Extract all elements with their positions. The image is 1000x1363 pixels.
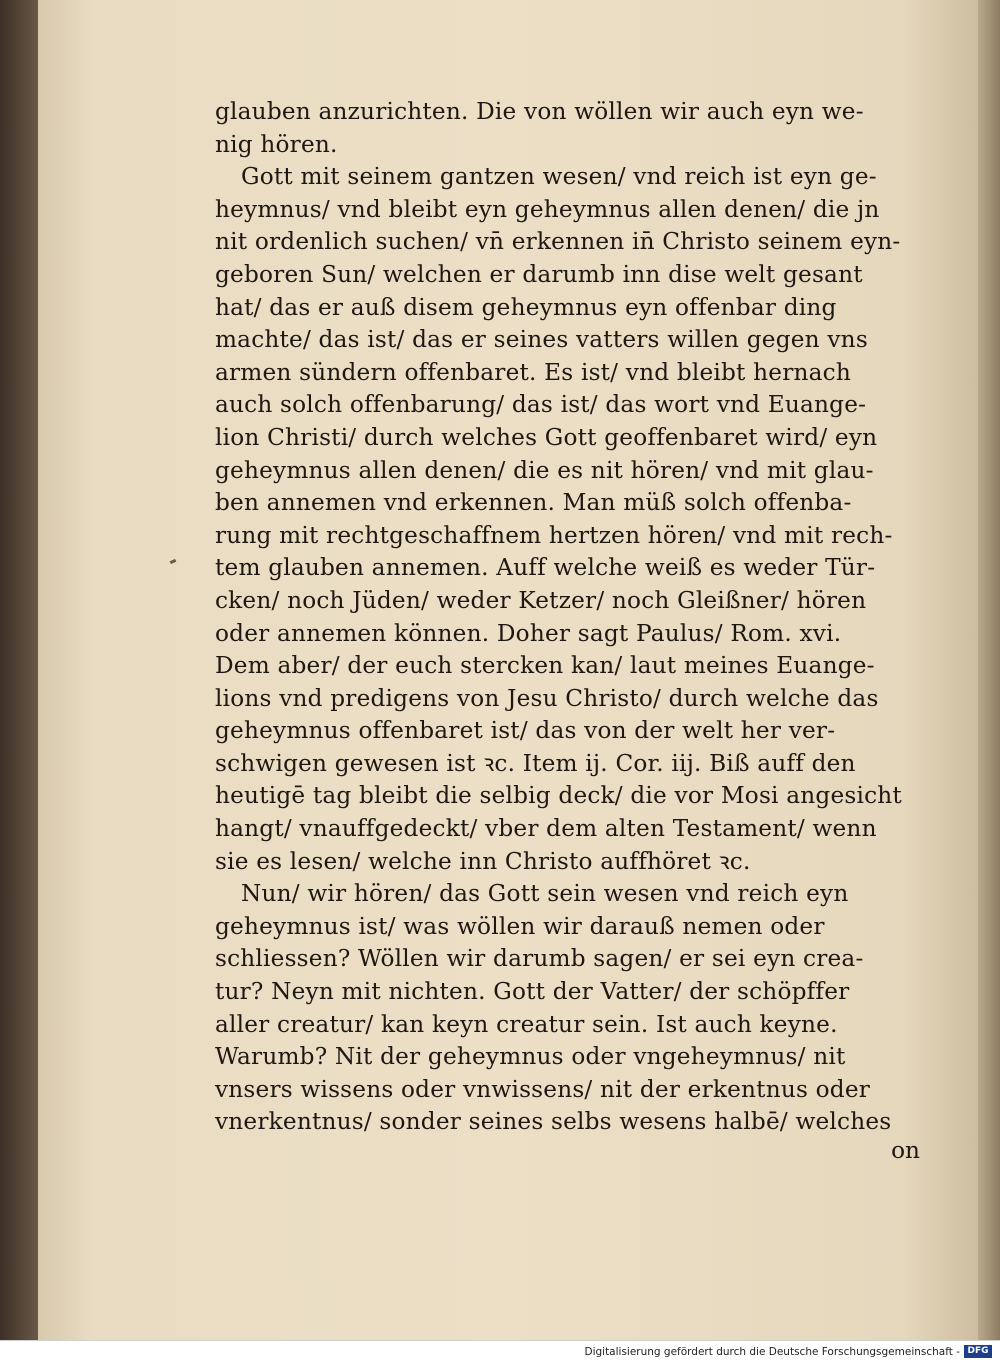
text-line: aller creatur/ kan keyn creatur sein. Ist auch keyne.: [215, 1010, 838, 1038]
text-line: heymnus/ vnd bleibt eyn geheymnus allen denen/ die jn: [215, 195, 880, 223]
text-line: ben annemen vnd erkennen. Man müß solch offenba-: [215, 489, 852, 517]
funding-credit: Digitalisierung gefördert durch die Deutsche Forschungsgemeinschaft -: [584, 1346, 960, 1358]
page-edge: [978, 0, 1000, 1340]
text-line: schliessen? Wöllen wir darumb sagen/ er sei eyn crea-: [215, 945, 864, 973]
text-line: Nun/ wir hören/ das Gott sein wesen vnd reich eyn: [241, 880, 849, 908]
text-line: oder annemen können. Doher sagt Paulus/ Rom. xvi.: [215, 619, 842, 647]
text-line: rung mit rechtgeschaffnem hertzen hören/ vnd mit rech-: [215, 521, 893, 549]
dfg-logo: DFG: [964, 1345, 992, 1358]
text-line: vnerkentnus/ sonder seines selbs wesens halbē/ welches: [215, 1108, 892, 1136]
text-line: schwigen gewesen ist ꝛc. Item ij. Cor. iij. Biß auff den: [215, 749, 856, 777]
text-line: geheymnus ist/ was wöllen wir darauß nemen oder: [215, 912, 825, 940]
text-line: cken/ noch Jüden/ weder Ketzer/ noch Gleißner/ hören: [215, 586, 867, 614]
text-line: geboren Sun/ welchen er darumb inn dise welt gesant: [215, 260, 863, 288]
text-line: vnsers wissens oder vnwissens/ nit der erkentnus oder: [215, 1075, 871, 1103]
text-line: heutigē tag bleibt die selbig deck/ die vor Mosi angesicht: [215, 782, 902, 810]
text-line: nit ordenlich suchen/ vn̄ erkennen in̄ Christo seinem eyn-: [215, 228, 901, 256]
text-line: sie es lesen/ welche inn Christo auffhöret ꝛc.: [215, 847, 751, 875]
text-line: lion Christi/ durch welches Gott geoffenbaret wird/ eyn: [215, 423, 878, 451]
text-line: hat/ das er auß disem geheymnus eyn offenbar ding: [215, 293, 837, 321]
text-line: nig hören.: [215, 130, 338, 158]
text-line: machte/ das ist/ das er seines vatters willen gegen vns: [215, 326, 868, 354]
binding-shadow: [0, 0, 38, 1340]
text-line: armen sündern offenbaret. Es ist/ vnd bleibt hernach: [215, 358, 851, 386]
text-line: Dem aber/ der euch stercken kan/ laut meines Euange-: [215, 652, 875, 680]
page-text: [215, 96, 935, 1139]
text-line: Gott mit seinem gantzen wesen/ vnd reich ist eyn ge-: [241, 163, 877, 191]
footer-bar: [0, 1340, 1000, 1363]
text-line: Warumb? Nit der geheymnus oder vngeheymnus/ nit: [215, 1043, 846, 1071]
text-line: tur? Neyn mit nichten. Gott der Vatter/ der schöpffer: [215, 978, 850, 1006]
text-line: lions vnd predigens von Jesu Christo/ durch welche das: [215, 684, 879, 712]
text-line: geheymnus offenbaret ist/ das von der welt her ver-: [215, 717, 836, 745]
catchword: on: [891, 1137, 920, 1164]
text-line: auch solch offenbarung/ das ist/ das wort vnd Euange-: [215, 391, 867, 419]
text-line: geheymnus allen denen/ die es nit hören/ vnd mit glau-: [215, 456, 874, 484]
text-line: hangt/ vnauffgedeckt/ vber dem alten Testament/ wenn: [215, 815, 877, 843]
text-line: tem glauben annemen. Auff welche weiß es weder Tür-: [215, 554, 876, 582]
text-line: glauben anzurichten. Die von wöllen wir auch eyn we-: [215, 98, 864, 125]
